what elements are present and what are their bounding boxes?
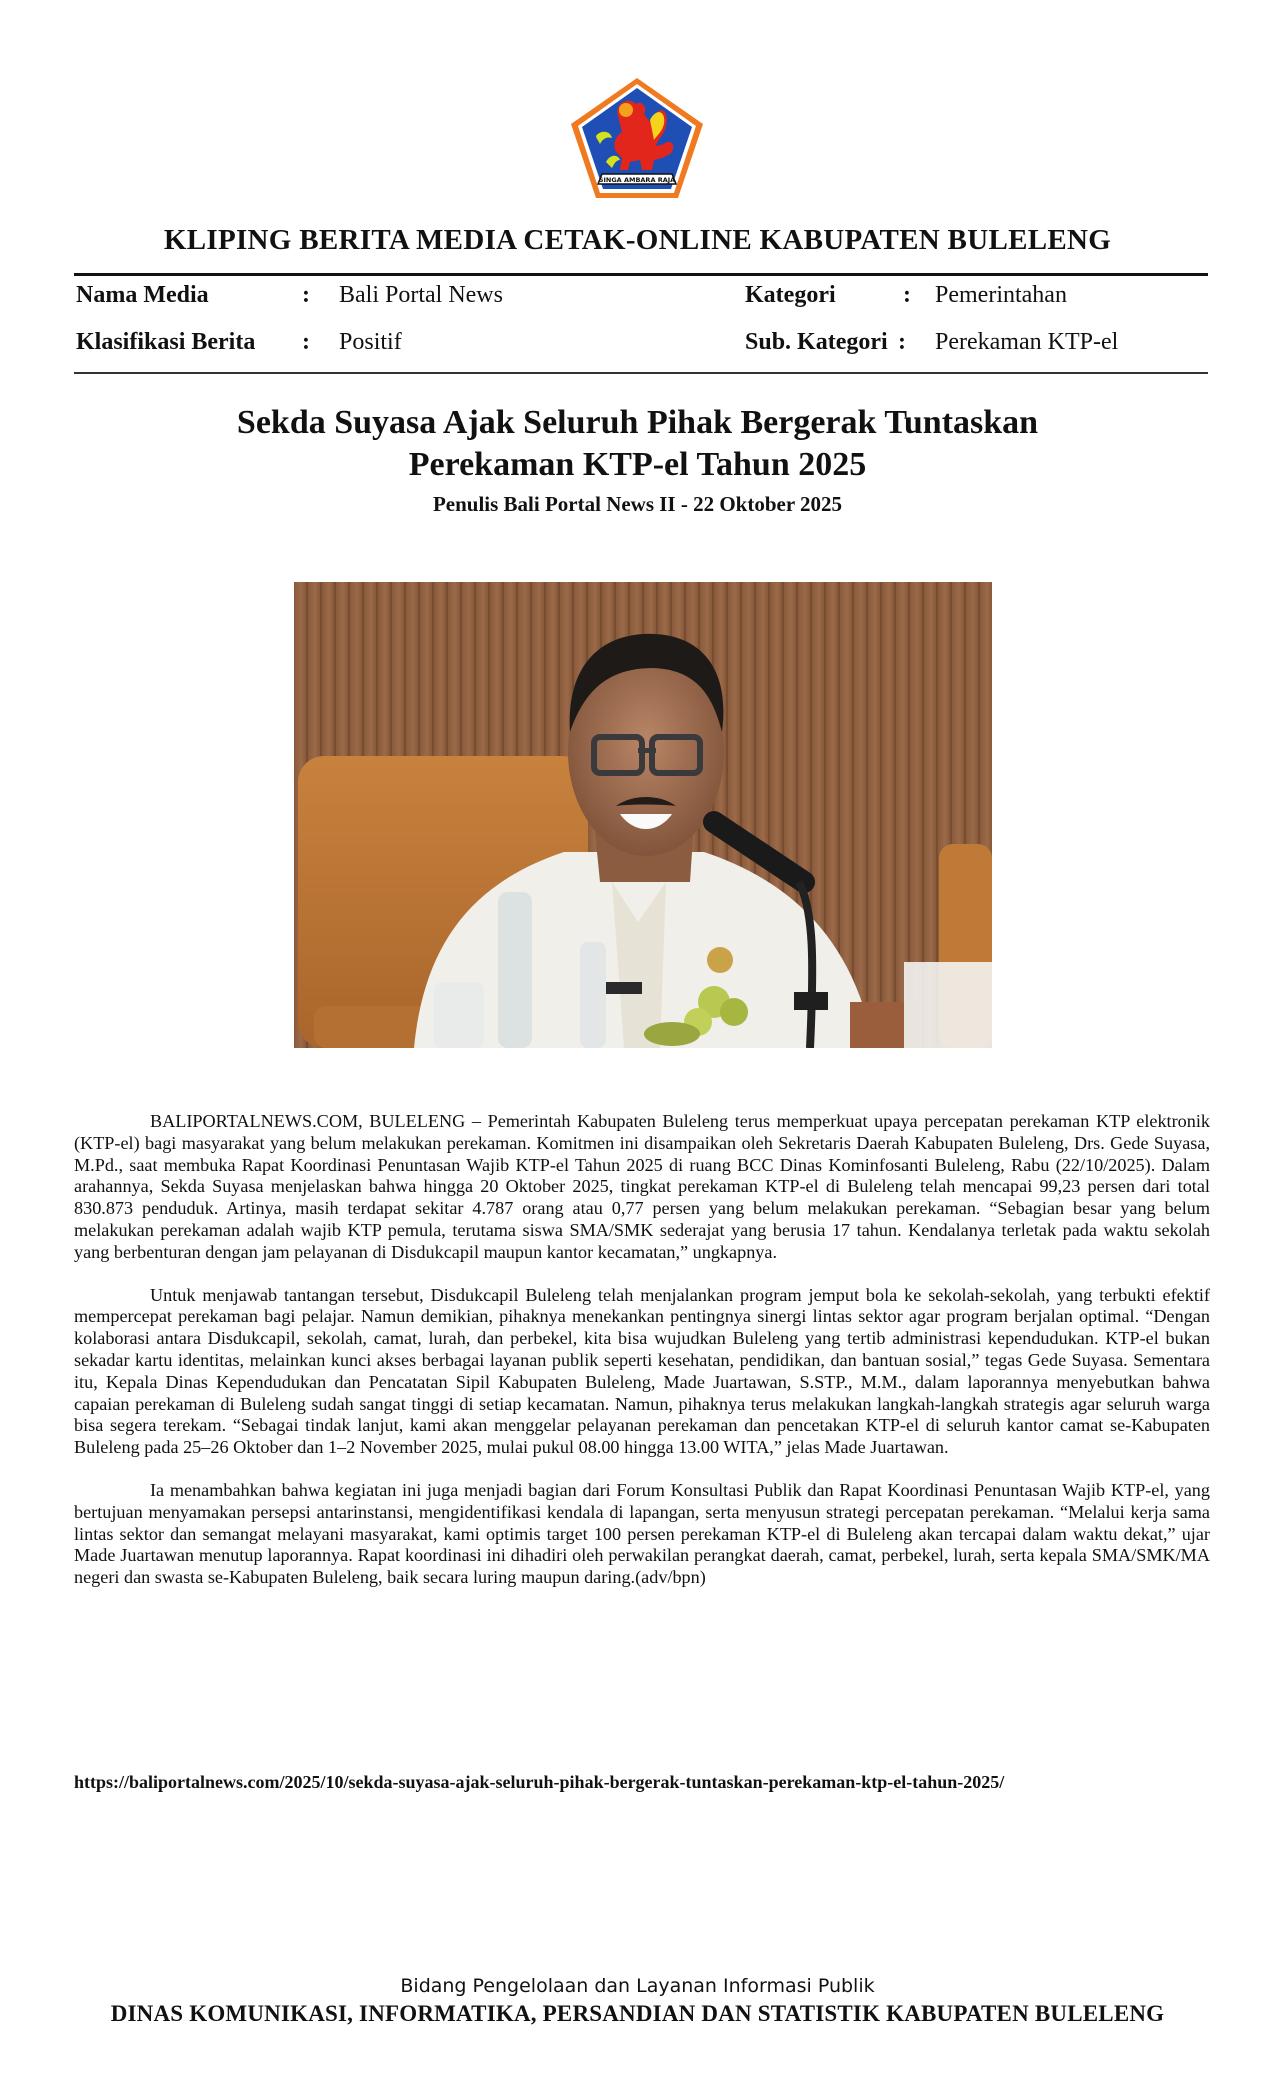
meta-separator: : (302, 282, 310, 308)
kabupaten-buleleng-crest-icon (566, 74, 708, 202)
document-title: KLIPING BERITA MEDIA CETAK-ONLINE KABUPATEN BULELENG (163, 224, 1112, 256)
footer-division: Bidang Pengelolaan dan Layanan Informasi Publik (400, 1975, 875, 1997)
article-paragraph: Untuk menjawab tantangan tersebut, Disdukcapil Buleleng telah menjalankan program jemput bola ke sekolah-sekolah, yang terbukti efektif mempercepat perekaman bagi pelajar. Namun demikian, pihaknya menekankan pentingnya sinergi lintas sektor agar program berjalan optimal. “Dengan kolaborasi antara Disdukcapil, sekolah, camat, lurah, dan perbekel, kita bisa wujudkan Buleleng yang tertib administrasi kependudukan. KTP-el bukan sekadar kartu identitas, melainkan kunci akses berbagai layanan publik seperti kesehatan, pendidikan, dan bantuan sosial,” tegas Gede Suyasa. Sementara itu, Kepala Dinas Kependudukan dan Pencatatan Sipil Kabupaten Buleleng, Made Juartawan, S.STP., M.M., dalam laporannya menyebutkan bahwa capaian perekaman di Buleleng sudah sangat tinggi di setiap kecamatan. Namun, pihaknya terus melakukan langkah-langkah strategis agar seluruh warga bisa segera terekam. “Sebagai tindak lanjut, kami akan menggelar pelayanan perekaman dan pencetakan KTP-el di seluruh kantor camat se-Kabupaten Buleleng pada 25–26 Oktober dan 1–2 November 2025, mulai pukul 08.00 hingga 13.00 WITA,” jelas Made Juartawan. (74, 1284, 1210, 1458)
divider-top (74, 273, 1208, 276)
article-paragraph: Ia menambahkan bahwa kegiatan ini juga menjadi bagian dari Forum Konsultasi Publik dan Rapat Koordinasi Penuntasan Wajib KTP-el, yang bertujuan menyamakan persepsi antarinstansi, mengidentifikasi kendala di lapangan, serta menyusun strategi percepatan perekaman. “Melalui kerja sama lintas sektor dan semangat melayani masyarakat, kami optimis target 100 persen perekaman KTP-el di Buleleng akan tercapai dalam waktu dekat,” ujar Made Juartawan menutup laporannya. Rapat koordinasi ini dihadiri oleh perwakilan perangkat daerah, camat, perbekel, lurah, serta kepala SMA/SMK/MA negeri dan swasta se-Kabupaten Buleleng, baik secara luring maupun daring.(adv/bpn) (74, 1479, 1210, 1588)
meta-separator: : (302, 329, 310, 355)
meta-separator: : (898, 329, 906, 355)
meta-label: Nama Media (76, 282, 209, 308)
headline-line-1: Sekda Suyasa Ajak Seluruh Pihak Bergerak Tuntaskan (236, 404, 1039, 441)
meta-value: Positif (339, 329, 402, 355)
headline-line-2: Perekaman KTP-el Tahun 2025 (408, 446, 867, 483)
article-byline: Penulis Bali Portal News II - 22 Oktober 2025 (432, 492, 843, 516)
meta-label: Kategori (745, 282, 836, 308)
meta-value: Pemerintahan (935, 282, 1067, 308)
source-url-link[interactable]: https://baliportalnews.com/2025/10/sekda-suyasa-ajak-seluruh-pihak-bergerak-tuntaskan-perekaman-ktp-el-tahun-2025/ (74, 1772, 1005, 1792)
water-bottle (498, 892, 532, 1048)
meta-separator: : (903, 282, 911, 308)
meta-label: Klasifikasi Berita (76, 329, 256, 355)
meta-value: Perekaman KTP-el (935, 329, 1119, 355)
article-headline (0, 402, 1275, 486)
footer-agency: DINAS KOMUNIKASI, INFORMATIKA, PERSANDIAN DAN STATISTIK KABUPATEN BULELENG (110, 2001, 1165, 2026)
crest-motto: SINGA AMBARA RAJA (598, 176, 676, 184)
meta-label: Sub. Kategori (745, 329, 888, 355)
article-paragraph: BALIPORTALNEWS.COM, BULELENG – Pemerintah Kabupaten Buleleng terus memperkuat upaya percepatan perekaman KTP elektronik (KTP-el) bagi masyarakat yang belum melakukan perekaman. Komitmen ini disampaikan oleh Sekretaris Daerah Kabupaten Buleleng, Drs. Gede Suyasa, M.Pd., saat membuka Rapat Koordinasi Penuntasan Wajib KTP-el Tahun 2025 di ruang BCC Dinas Kominfosanti Buleleng, Rabu (22/10/2025). Dalam arahannya, Sekda Suyasa menjelaskan bahwa hingga 20 Oktober 2025, tingkat perekaman KTP-el di Buleleng telah mencapai 99,23 persen dari total 830.873 penduduk. Artinya, masih terdapat sekitar 4.787 orang atau 0,77 persen yang belum melakukan perekaman. “Sebagian besar yang belum melakukan perekaman adalah wajib KTP pemula, terutama siswa SMA/SMK sederajat yang berusia 17 tahun. Kendalanya terletak pada waktu sekolah yang berbenturan dengan jam pelayanan di Disdukcapil maupun kantor kecamatan,” ungkapnya. (74, 1111, 1210, 1262)
article-photo (294, 582, 992, 1048)
article-body (74, 1111, 1210, 1610)
meta-value: Bali Portal News (339, 282, 503, 308)
divider-bottom (74, 372, 1208, 374)
